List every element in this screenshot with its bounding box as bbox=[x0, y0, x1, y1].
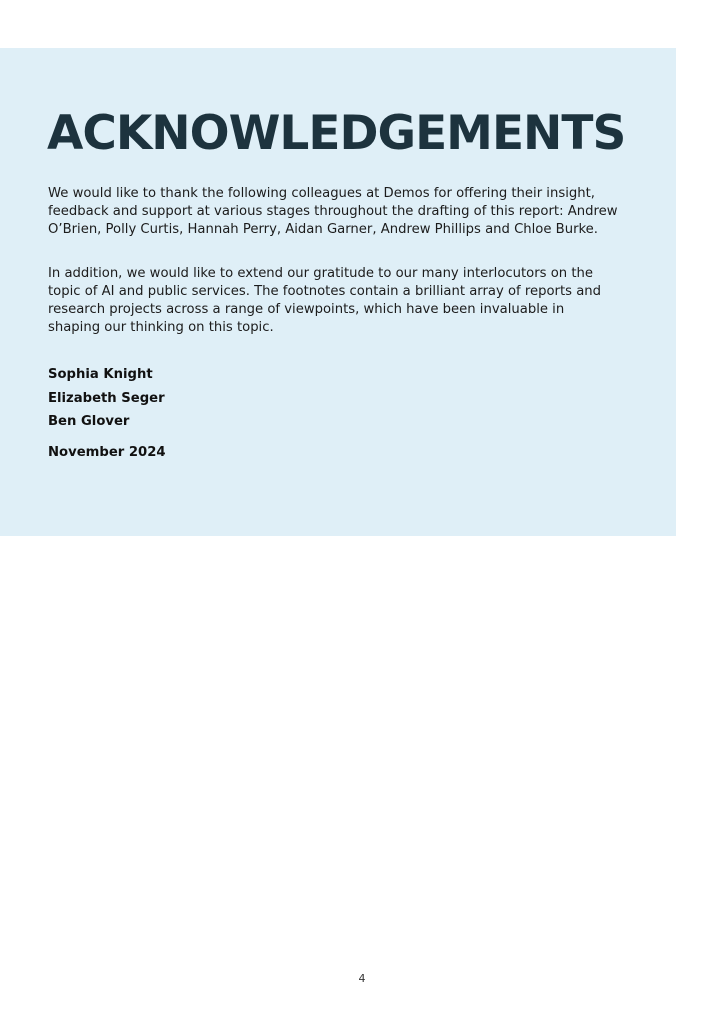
author-name: Sophia Knight bbox=[48, 367, 153, 382]
author-name: Ben Glover bbox=[48, 414, 130, 429]
page-title: ACKNOWLEDGEMENTS bbox=[47, 106, 626, 161]
acknowledgement-paragraph-colleagues: We would like to thank the following colleagues at Demos for offering their insight, feedback and support at various stages throughout the drafting of this report: Andrew O’Brien, Polly Curtis, Hannah Perry, Aidan Garner, Andrew Phillips and Chloe Burke. bbox=[48, 186, 618, 237]
acknowledgement-paragraph-interlocutors: In addition, we would like to extend our gratitude to our many interlocutors on the topic of AI and public services. The footnotes contain a brilliant array of reports and research projects across a range of viewpoints, which have been invaluable in shaping our thinking on this topic. bbox=[48, 266, 602, 335]
page-number: 4 bbox=[358, 972, 366, 985]
publication-date: November 2024 bbox=[48, 445, 166, 460]
author-name: Elizabeth Seger bbox=[48, 391, 165, 406]
